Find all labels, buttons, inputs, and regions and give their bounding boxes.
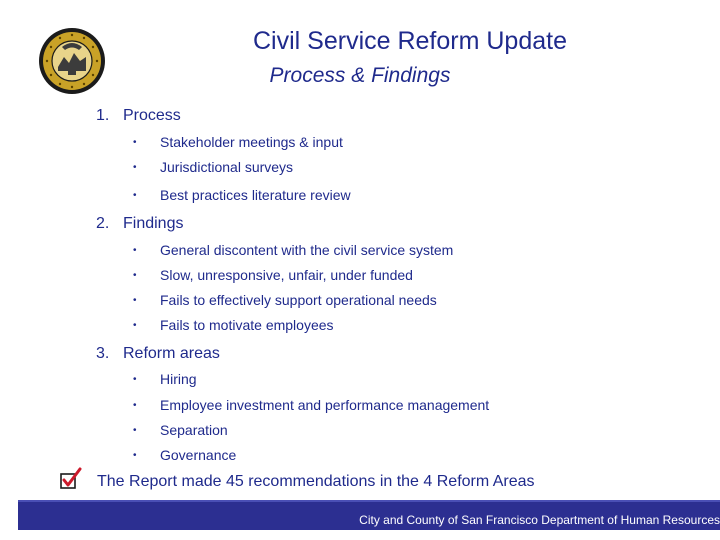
bullet-icon: • [133, 295, 137, 306]
list-item: • Slow, unresponsive, unfair, under funded [133, 267, 413, 283]
footer-text: City and County of San Francisco Department of Human Resources [359, 513, 720, 527]
section-heading-findings [96, 215, 183, 233]
section-number: 1. [96, 107, 110, 124]
list-item: • Jurisdictional surveys [133, 159, 294, 175]
section-number: 3. [96, 345, 110, 362]
bullet-icon: • [133, 270, 137, 281]
section-number: 2. [96, 215, 110, 232]
section-heading-reform-areas [96, 345, 220, 363]
list-item: • Best practices literature review [133, 187, 351, 203]
bullet-icon: • [133, 190, 137, 201]
bullet-icon: • [133, 425, 137, 436]
list-item: • Stakeholder meetings & input [133, 134, 343, 150]
checked-box-icon [60, 467, 82, 491]
list-item: • Fails to motivate employees [133, 317, 334, 333]
summary-text: The Report made 45 recommendations in the 4 Reform Areas [97, 473, 535, 490]
footer-bar [18, 500, 720, 530]
section-title: Findings [123, 215, 184, 232]
list-item: • Hiring [133, 371, 197, 387]
page-subtitle: Process & Findings [269, 64, 451, 87]
bullet-icon: • [133, 374, 137, 385]
bullet-icon: • [133, 320, 137, 331]
list-item: • General discontent with the civil service system [133, 242, 454, 258]
bullet-icon: • [133, 450, 137, 461]
bullet-icon: • [133, 400, 137, 411]
list-item: • Employee investment and performance management [133, 397, 490, 413]
section-title: Reform areas [123, 345, 220, 362]
list-item: • Governance [133, 447, 237, 463]
bullet-icon: • [133, 245, 137, 256]
page-title: Civil Service Reform Update [253, 27, 567, 55]
bullet-icon: • [133, 137, 137, 148]
bullet-icon: • [133, 162, 137, 173]
section-heading-process [96, 107, 181, 125]
list-item: • Separation [133, 422, 228, 438]
section-title: Process [123, 107, 181, 124]
list-item: • Fails to effectively support operational needs [133, 292, 437, 308]
